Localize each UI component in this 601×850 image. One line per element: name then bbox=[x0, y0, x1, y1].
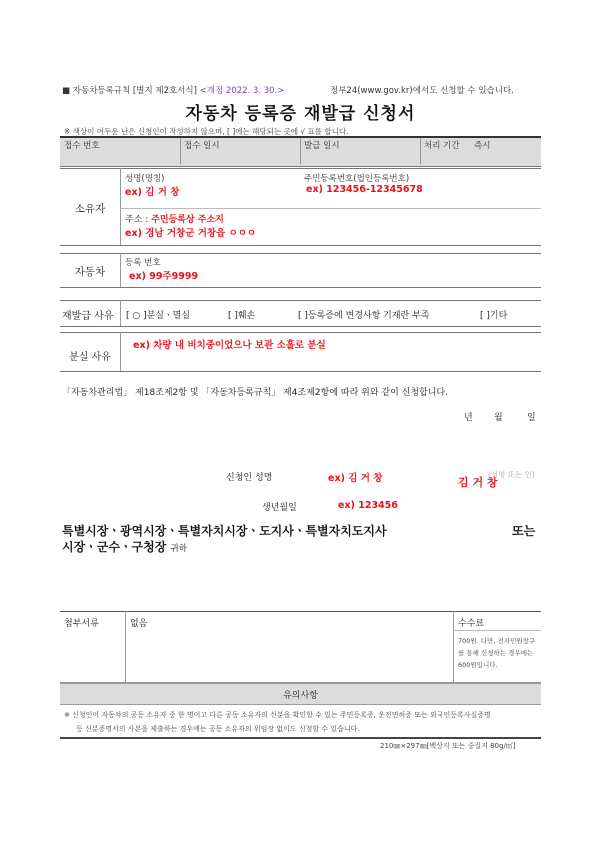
attachments-value: 없음 bbox=[130, 619, 148, 629]
vehicle-section-label: 자동차 bbox=[74, 266, 106, 278]
vehicle-label-divider bbox=[120, 253, 121, 287]
bullet-icon: ■ bbox=[62, 86, 71, 96]
owner-section-label: 소유자 bbox=[74, 203, 106, 215]
addressee-line-2 bbox=[62, 538, 187, 555]
addressee-suffix: 귀하 bbox=[170, 544, 187, 554]
attachments-label: 첨부서류 bbox=[64, 619, 99, 629]
owner-address bbox=[125, 212, 224, 225]
reason-option-no-space[interactable]: [ ]등록증에 변경사항 기재란 부족 bbox=[298, 311, 430, 321]
fee-label: 수수료 bbox=[458, 619, 485, 629]
attachments-divider bbox=[125, 611, 126, 682]
revision-date: <개정 2022. 3. 30.> bbox=[199, 86, 285, 96]
issue-date-label: 발급 일시 bbox=[304, 141, 340, 151]
reason-option-lost[interactable]: [ ○ ]분실ㆍ멸실 bbox=[126, 311, 191, 321]
reason-label-divider bbox=[120, 300, 121, 326]
reason-option-other[interactable]: [ ]기타 bbox=[480, 311, 508, 321]
receipt-date-label: 접수 일시 bbox=[184, 141, 220, 151]
form-title: 자동차 등록증 재발급 신청서 bbox=[185, 104, 416, 124]
applicant-name-label: 신청인 성명 bbox=[226, 473, 273, 483]
divider bbox=[420, 138, 421, 164]
fee-text-1: 700원. 다만, 전자민원창구 bbox=[458, 637, 536, 645]
online-note: 정부24(www.gov.kr)에서도 신청할 수 있습니다. bbox=[330, 86, 514, 96]
applicant-birth-value[interactable]: ex) 123456 bbox=[338, 500, 398, 511]
form-reference bbox=[62, 84, 284, 96]
paper-spec: 210㎜×297㎜[백상지 또는 중질지 80g/㎡] bbox=[380, 742, 516, 750]
fee-divider bbox=[453, 611, 454, 682]
fee-text-2: 를 통해 신청하는 경우에는 bbox=[458, 649, 534, 657]
fee-label-underline bbox=[453, 630, 541, 631]
date-year: 년 bbox=[464, 413, 473, 423]
bottom-rule bbox=[60, 737, 541, 739]
owner-registration-value[interactable]: ex) 123456-12345678 bbox=[306, 184, 423, 195]
vehicle-reg-no-label: 등록 번호 bbox=[125, 258, 161, 268]
notice-text-1: ※ 신청인이 자동차의 공동 소유자 중 한 명이고 다른 공동 소유자의 신분을 확인할 수 있는 주민등록증, 운전면허증 또는 외국인등록사실증명 bbox=[64, 711, 491, 719]
reason-section-label: 재발급 사유 bbox=[62, 311, 114, 322]
applicant-name-value[interactable]: ex) 김 거 창 bbox=[328, 473, 383, 484]
addressee-or: 또는 bbox=[512, 524, 536, 538]
process-period-label: 처리 기간 bbox=[424, 141, 460, 151]
owner-address-hint: 주민등록상 주소지 bbox=[151, 215, 224, 225]
owner-row-divider bbox=[120, 208, 541, 209]
applicant-birth-label: 생년월일 bbox=[262, 503, 297, 513]
notice-title: 유의사항 bbox=[283, 691, 318, 701]
owner-address-value[interactable]: ex) 경남 거창군 거창읍 ㅇㅇㅇ bbox=[125, 228, 257, 239]
rule-reference: 자동차등록규칙 [별지 제2호서식] bbox=[72, 86, 197, 96]
applicant-sign-note: (서명 또는 인) bbox=[488, 470, 535, 479]
date-day: 일 bbox=[527, 413, 536, 423]
owner-registration-label: 주민등록번호(법인등록번호) bbox=[304, 174, 410, 184]
loss-reason-label-divider bbox=[120, 332, 121, 371]
divider bbox=[300, 138, 301, 164]
loss-reason-label: 분실 사유 bbox=[69, 352, 111, 363]
applicant-signature: 김 거 창 bbox=[458, 476, 498, 489]
instruction-text: ※ 색상이 어두운 난은 신청인이 작성하지 않으며, [ ]에는 해당되는 곳에 √ 표를 합니다. bbox=[64, 127, 349, 136]
process-period-value: 즉시 bbox=[474, 141, 491, 151]
divider bbox=[180, 138, 181, 164]
vehicle-reg-no-value[interactable]: ex) 99주9999 bbox=[129, 271, 199, 282]
fee-text-3: 600원입니다. bbox=[458, 661, 498, 669]
owner-label-divider bbox=[120, 168, 121, 245]
addressee-line-1: 특별시장ㆍ광역시장ㆍ특별자치시장ㆍ도지사ㆍ특별자치도지사 bbox=[62, 524, 387, 538]
owner-address-label: 주소 : bbox=[125, 215, 152, 225]
owner-name-label: 성명(명칭) bbox=[125, 174, 165, 184]
owner-name-value[interactable]: ex) 김 거 창 bbox=[125, 187, 180, 198]
notice-text-2: 등 신분증명서의 사본을 제출하는 경우에는 공동 소유자의 위임장 없이도 신청할 수 있습니다. bbox=[76, 725, 360, 733]
date-month: 월 bbox=[494, 413, 503, 423]
reason-option-damaged[interactable]: [ ]훼손 bbox=[228, 311, 256, 321]
addressee-title: 시장ㆍ군수ㆍ구청장 bbox=[62, 540, 167, 554]
receipt-number-label: 접수 번호 bbox=[64, 141, 100, 151]
loss-reason-value[interactable]: ex) 차량 내 비치중이었으나 보관 소홀로 분실 bbox=[133, 340, 326, 351]
declaration-text: 「자동차관리법」 제18조제2항 및 「자동차등록규칙」 제4조제2항에 따라 위와 같이 신청합니다. bbox=[62, 388, 448, 398]
